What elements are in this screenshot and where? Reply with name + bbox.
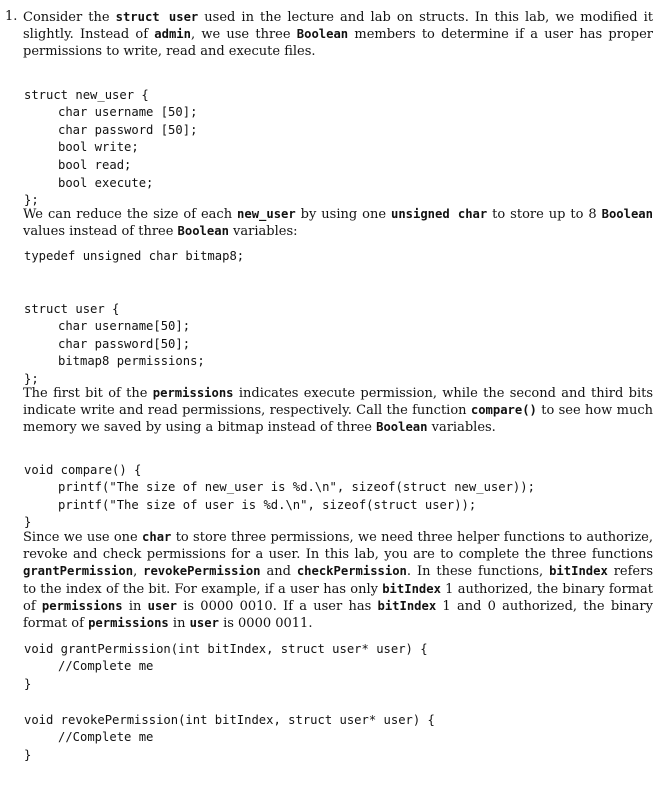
bitmap-paragraph: We can reduce the size of each new_user by using one unsigned char to store up to 8 Boolean values instead of three Boolean variables: <box>23 207 653 240</box>
code-block-user: struct user { char username[50]; char password[50]; bitmap8 permissions; }; <box>24 301 205 386</box>
code-block-compare: void compare() { printf("The size of new_user is %d.\n", sizeof(struct new_user)); printf("The size of user is %d.\n", sizeof(struct user)); } <box>24 462 535 530</box>
intro-paragraph: Consider the struct user used in the lecture and lab on structs. In this lab, we modified it slightly. Instead of admin, we use three Boolean members to determine if a user has proper permissions to write, read and execute files. <box>23 10 653 60</box>
permissions-paragraph: The first bit of the permissions indicates execute permission, while the second and third bits indicate write and read permissions, respectively. Call the function compare() to see how much memory we saved by using a bitmap instead of three Boolean variables. <box>23 386 654 436</box>
helper-functions-paragraph: Since we use one char to store three permissions, we need three helper functions to authorize, revoke and check permissions for a user. In this lab, you are to complete the three functions grantPermission, revokePermission and checkPermission. In these functions, bitIndex refers to the index of the bit. For example, if a user has only bitIndex 1 authorized, the binary format of permissions in user is 0000 0010. If a user has bitIndex 1 and 0 authorized, the binary format of permissions in user is 0000 0011. <box>23 530 654 632</box>
code-block-revoke-permission: void revokePermission(int bitIndex, struct user* user) { //Complete me } <box>24 712 435 762</box>
code-block-new-user: struct new_user { char username [50]; char password [50]; bool write; bool read; bool execute; }; <box>24 87 198 208</box>
code-typedef: typedef unsigned char bitmap8; <box>24 249 245 263</box>
code-block-grant-permission: void grantPermission(int bitIndex, struct user* user) { //Complete me } <box>24 641 428 691</box>
problem-number: 1. <box>5 9 18 24</box>
